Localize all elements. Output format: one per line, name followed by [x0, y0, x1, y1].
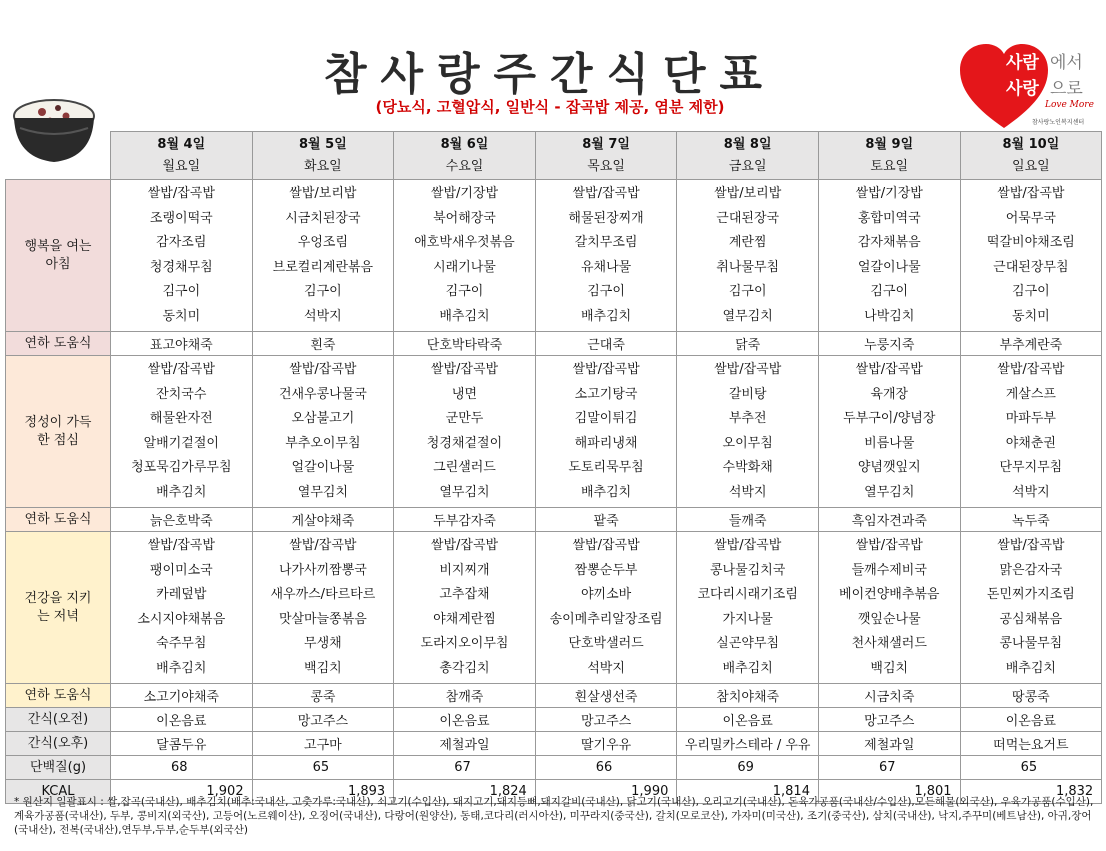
- menu-item: 취나물무침: [716, 259, 780, 275]
- menu-item: 두부구이/양념장: [843, 411, 936, 426]
- menu-item: 열무김치: [864, 484, 915, 500]
- protein-cell: 66: [535, 756, 677, 780]
- menu-item: 열무김치: [439, 484, 490, 500]
- menu-item: 콩나물김치국: [709, 562, 786, 578]
- menu-item: 쌀밥/기장밥: [430, 186, 499, 201]
- dinner_soft-cell: 콩죽: [252, 684, 394, 708]
- menu-item: 오삼불고기: [291, 411, 355, 426]
- menu-item: 코다리시래기조림: [697, 587, 798, 602]
- menu-item: 근대된장무침: [993, 259, 1069, 275]
- protein-cell: 65: [960, 756, 1102, 780]
- menu-item: 실곤약무침: [716, 636, 780, 651]
- dinner_soft-cell: 참치야채죽: [677, 684, 819, 708]
- day-header: [111, 132, 253, 180]
- menu-item: 청경채무침: [149, 259, 213, 275]
- dinner_soft-cell: 흰살생선죽: [535, 684, 677, 708]
- menu-item: 브로컬리계란볶음: [272, 259, 374, 275]
- day-header: [677, 132, 819, 180]
- snack_pm-cell: 고구마: [252, 732, 394, 756]
- logo-text: 사랑: [1006, 79, 1039, 99]
- menu-item: 동치미: [162, 308, 201, 324]
- menu-item: 군만두: [445, 411, 484, 426]
- menu-item: 냉면: [451, 386, 478, 402]
- menu-item: 김구이: [162, 284, 201, 299]
- day-header: [252, 132, 394, 180]
- menu-item: 홍합미역국: [857, 210, 921, 226]
- menu-cell: [818, 532, 960, 684]
- protein-cell: 68: [111, 756, 253, 780]
- lunch-label: 정성이 가득한 점심: [6, 356, 111, 508]
- day-date: 8월 7일: [582, 136, 630, 152]
- menu-item: 알배기겉절이: [143, 435, 219, 451]
- menu-item: 열무김치: [297, 484, 348, 500]
- menu-item: 짬뽕순두부: [574, 562, 638, 578]
- dinner_soft-label: 연하 도움식: [6, 684, 111, 708]
- menu-item: 배추김치: [156, 660, 207, 676]
- menu-item: 도라지오이무침: [420, 636, 509, 651]
- menu-item: 수박화채: [722, 460, 773, 475]
- menu-cell: [111, 356, 253, 508]
- menu-cell: [960, 180, 1102, 332]
- lunch_soft-cell: 흑임자견과죽: [818, 508, 960, 532]
- menu-item: 계란찜: [728, 235, 767, 250]
- menu-item: 쌀밥/잡곡밥: [997, 538, 1065, 553]
- menu-cell: [394, 180, 536, 332]
- menu-item: 나가사끼짬뽕국: [278, 562, 367, 578]
- menu-item: 야채계란찜: [433, 611, 496, 627]
- lunch_soft-cell: 팥죽: [535, 508, 677, 532]
- menu-cell: [252, 532, 394, 684]
- snack_pm-cell: 딸기우유: [535, 732, 677, 756]
- menu-item: 백김치: [870, 660, 909, 676]
- protein-cell: 69: [677, 756, 819, 780]
- day-weekday: 금요일: [728, 158, 767, 174]
- lunch_soft-cell: 들깨죽: [677, 508, 819, 532]
- breakfast_soft-cell: 표고야채죽: [111, 332, 253, 356]
- menu-item: 배추김치: [156, 484, 207, 500]
- menu-item: 시금치된장국: [285, 210, 361, 226]
- kcal-cell: 1,814: [677, 780, 819, 804]
- menu-item: 쌀밥/잡곡밥: [147, 538, 215, 553]
- menu-cell: [394, 532, 536, 684]
- day-weekday: 화요일: [304, 158, 342, 174]
- menu-item: 김말이튀김: [574, 411, 638, 426]
- menu-item: 갈비탕: [728, 386, 767, 402]
- menu-item: 쌀밥/잡곡밥: [714, 362, 782, 377]
- menu-item: 배추김치: [722, 660, 773, 676]
- menu-item: 비름나물: [864, 435, 915, 451]
- protein-cell: 67: [394, 756, 536, 780]
- menu-item: 카레덮밥: [156, 587, 207, 602]
- day-header: [960, 132, 1102, 180]
- menu-item: 나박김치: [864, 308, 915, 324]
- snack_pm-cell: 떠먹는요거트: [960, 732, 1102, 756]
- menu-item: 배추김치: [580, 308, 632, 324]
- lunch_soft-row: [6, 508, 1102, 532]
- menu-item: 해물된장찌개: [568, 210, 644, 226]
- lunch_soft-cell: 게살야채죽: [252, 508, 394, 532]
- day-date: 8월 6일: [440, 136, 489, 152]
- breakfast_soft-row: [6, 332, 1102, 356]
- menu-cell: [960, 356, 1102, 508]
- menu-item: 김구이: [728, 284, 767, 299]
- day-date: 8월 5일: [299, 136, 347, 152]
- snack_am-label: 간식(오전): [6, 708, 111, 732]
- day-date: 8월 8일: [723, 136, 772, 152]
- menu-item: 쌀밥/잡곡밥: [997, 186, 1065, 201]
- snack_pm-cell: 제철과일: [394, 732, 536, 756]
- logo-text: 에서: [1050, 53, 1083, 73]
- snack_pm-label: 간식(오후): [6, 732, 111, 756]
- menu-item: 쌀밥/잡곡밥: [289, 538, 357, 553]
- breakfast_soft-cell: 흰죽: [252, 332, 394, 356]
- snack_pm-cell: 제철과일: [818, 732, 960, 756]
- menu-item: 비지찌개: [439, 562, 490, 578]
- day-weekday: 토요일: [870, 158, 909, 174]
- snack_am-cell: 망고주스: [535, 708, 677, 732]
- menu-item: 해파리냉채: [574, 435, 638, 451]
- menu-item: 석박지: [587, 660, 625, 676]
- dinner_soft-cell: 시금치죽: [818, 684, 960, 708]
- kcal-cell: 1,824: [394, 780, 536, 804]
- breakfast-label: 행복을 여는 아침: [6, 180, 111, 332]
- page-subtitle: (당뇨식, 고혈압식, 일반식 - 잡곡밥 제공, 염분 제한): [375, 98, 725, 116]
- menu-cell: [818, 356, 960, 508]
- menu-item: 배추김치: [1005, 660, 1056, 676]
- lunch-row: [6, 356, 1102, 508]
- menu-item: 애호박새우젓볶음: [414, 235, 515, 250]
- menu-item: 소시지야채볶음: [137, 611, 226, 627]
- menu-item: 총각김치: [439, 660, 490, 676]
- menu-item: 김구이: [587, 284, 625, 299]
- menu-item: 쌀밥/잡곡밥: [572, 186, 640, 201]
- menu-item: 들깨수제비국: [851, 562, 927, 578]
- snack_am-cell: 망고주스: [818, 708, 960, 732]
- menu-item: 천사채샐러드: [851, 636, 927, 651]
- menu-item: 떡갈비야채조림: [986, 235, 1075, 250]
- menu-item: 김구이: [445, 284, 484, 299]
- menu-item: 도토리묵무침: [568, 460, 644, 475]
- menu-item: 시래기나물: [433, 259, 496, 275]
- menu-item: 돈민찌가지조림: [986, 587, 1075, 602]
- dinner-row: [6, 532, 1102, 684]
- menu-item: 건새우콩나물국: [278, 386, 367, 402]
- day-date: 8월 4일: [157, 136, 206, 152]
- menu-item: 청경채겉절이: [426, 435, 503, 451]
- breakfast_soft-cell: 누룽지죽: [818, 332, 960, 356]
- menu-item: 야채춘권: [1005, 435, 1056, 451]
- logo-tagline: Love More: [1045, 100, 1094, 110]
- menu-item: 쌀밥/기장밥: [855, 186, 923, 201]
- day-header: [535, 132, 677, 180]
- menu-cell: [535, 180, 677, 332]
- menu-item: 열무김치: [722, 308, 773, 324]
- menu-cell: [960, 532, 1102, 684]
- menu-item: 깻잎순나물: [857, 611, 921, 627]
- day-header: [818, 132, 960, 180]
- menu-cell: [535, 356, 677, 508]
- menu-item: 단호박샐러드: [568, 636, 644, 651]
- menu-item: 청포묵김가루무침: [131, 460, 232, 475]
- menu-item: 맑은감자국: [999, 562, 1063, 578]
- dinner_soft-cell: 참깨죽: [394, 684, 536, 708]
- kcal-label: KCAL: [6, 780, 111, 804]
- menu-item: 동치미: [1012, 308, 1050, 324]
- menu-item: 육개장: [870, 386, 909, 402]
- protein-row: [6, 756, 1102, 780]
- protein-cell: 67: [818, 756, 960, 780]
- menu-item: 야끼소바: [580, 587, 632, 602]
- menu-item: 오이무침: [722, 435, 773, 451]
- menu-item: 얼갈이나물: [291, 460, 355, 475]
- menu-cell: [111, 532, 253, 684]
- day-weekday: 일요일: [1012, 158, 1050, 174]
- breakfast-row: [6, 180, 1102, 332]
- kcal-cell: 1,832: [960, 780, 1102, 804]
- menu-cell: [111, 180, 253, 332]
- lunch_soft-label: 연하 도움식: [6, 508, 111, 532]
- menu-item: 쌀밥/잡곡밥: [997, 362, 1065, 377]
- menu-item: 쌀밥/잡곡밥: [714, 538, 782, 553]
- menu-item: 부추전: [728, 411, 767, 426]
- day-date: 8월 10일: [1002, 136, 1060, 152]
- menu-cell: [677, 532, 819, 684]
- day-weekday: 목요일: [587, 158, 625, 174]
- menu-item: 김구이: [1012, 284, 1050, 299]
- menu-item: 송이메추리알장조림: [549, 611, 663, 627]
- day-date: 8월 9일: [865, 136, 914, 152]
- snack_am-cell: 이온음료: [677, 708, 819, 732]
- menu-item: 어묵무국: [1005, 210, 1056, 226]
- snack_pm-cell: 우리밀카스테라 / 우유: [677, 732, 819, 756]
- menu-cell: [252, 356, 394, 508]
- menu-table: [5, 131, 1102, 804]
- snack_pm-row: [6, 732, 1102, 756]
- day-weekday: 수요일: [445, 158, 484, 174]
- origin-notes: * 원산지 일괄표시 : 쌀,잡곡(국내산), 배추김치(배추:국내산, 고춧가루:국내산), 쇠고기(수입산), 돼지고기,돼지등뼈,돼지갈비(국내산), 닭고기(국내산), 오리고기(국내산), 돈육가공품(국내산/수입산),모든해물(외국산), 우육가공품(수입산), 계육가공품(국내산), 두부, 콩비지(외국산), 고등어(노르웨이산), 오징어(국내산), 다랑어(원양산), 동태,코다리(러시아산), 미꾸라지(중국산), 갈치(모로코산), 가자미(미국산), 조기(중국산), 삼치(국내산), 낙지,주꾸미(베트남산), 아귀,장어(국내산), 전복(국내산),연두부,두부,순두부(외국산): [14, 796, 1094, 836]
- breakfast_soft-cell: 단호박타락죽: [394, 332, 536, 356]
- menu-item: 숙주무침: [156, 636, 207, 651]
- menu-item: 석박지: [728, 484, 767, 500]
- menu-item: 팽이미소국: [149, 562, 213, 578]
- menu-cell: [535, 532, 677, 684]
- header: [0, 0, 1106, 130]
- logo-org: 참사랑노인복지센터: [1032, 119, 1085, 126]
- menu-item: 석박지: [1012, 484, 1050, 500]
- lunch_soft-cell: 두부감자죽: [394, 508, 536, 532]
- dinner_soft-cell: 소고기야채죽: [111, 684, 253, 708]
- menu-item: 근대된장국: [716, 210, 780, 226]
- menu-item: 쌀밥/잡곡밥: [147, 186, 215, 201]
- dinner_soft-cell: 땅콩죽: [960, 684, 1102, 708]
- kcal-cell: 1,801: [818, 780, 960, 804]
- menu-cell: [818, 180, 960, 332]
- menu-cell: [252, 180, 394, 332]
- menu-item: 고추잡채: [439, 587, 490, 602]
- menu-item: 쌀밥/보리밥: [289, 186, 357, 201]
- menu-item: 쌀밥/잡곡밥: [572, 538, 640, 553]
- menu-item: 콩나물무침: [999, 636, 1063, 651]
- snack_pm-cell: 달콤두유: [111, 732, 253, 756]
- menu-item: 소고기탕국: [574, 386, 638, 402]
- menu-item: 갈치무조림: [574, 235, 638, 250]
- menu-item: 쌀밥/잡곡밥: [855, 362, 923, 377]
- menu-item: 잔치국수: [156, 386, 207, 402]
- menu-item: 감자조림: [156, 235, 207, 250]
- day-header-row: [6, 132, 1102, 180]
- lunch_soft-cell: 늙은호박죽: [111, 508, 253, 532]
- menu-item: 해물완자전: [149, 411, 213, 426]
- menu-item: 쌀밥/잡곡밥: [430, 538, 499, 553]
- menu-item: 게살스프: [1005, 386, 1056, 402]
- menu-item: 쌀밥/잡곡밥: [289, 362, 357, 377]
- kcal-cell: 1,893: [252, 780, 394, 804]
- breakfast_soft-cell: 부추계란죽: [960, 332, 1102, 356]
- menu-item: 얼갈이나물: [857, 259, 921, 275]
- corner-cell: [6, 132, 111, 180]
- breakfast_soft-cell: 닭죽: [677, 332, 819, 356]
- menu-item: 무생채: [304, 636, 342, 651]
- menu-item: 감자채볶음: [857, 235, 921, 250]
- breakfast_soft-cell: 근대죽: [535, 332, 677, 356]
- menu-item: 양념깻잎지: [857, 460, 921, 475]
- menu-item: 쌀밥/잡곡밥: [572, 362, 640, 377]
- menu-item: 배추김치: [439, 308, 490, 324]
- menu-item: 베이컨양배추볶음: [839, 587, 940, 602]
- menu-item: 마파두부: [1005, 411, 1056, 426]
- menu-item: 유채나물: [580, 259, 632, 275]
- kcal-cell: 1,902: [111, 780, 253, 804]
- logo-text: 사람: [1006, 53, 1039, 73]
- menu-item: 공심채볶음: [999, 611, 1063, 627]
- menu-item: 북어해장국: [433, 210, 496, 226]
- snack_am-cell: 이온음료: [111, 708, 253, 732]
- logo-text: 으로: [1050, 79, 1083, 99]
- menu-item: 그린샐러드: [433, 460, 496, 475]
- menu-item: 백김치: [304, 660, 342, 676]
- lunch_soft-cell: 녹두죽: [960, 508, 1102, 532]
- dinner-label: 건강을 지키는 저녁: [6, 532, 111, 684]
- day-weekday: 월요일: [162, 158, 201, 174]
- menu-item: 쌀밥/보리밥: [714, 186, 782, 201]
- menu-item: 조랭이떡국: [149, 210, 213, 226]
- snack_am-cell: 이온음료: [960, 708, 1102, 732]
- menu-item: 맛살마늘쫑볶음: [278, 611, 367, 627]
- day-header: [394, 132, 536, 180]
- menu-item: 가지나물: [722, 611, 773, 627]
- snack_am-cell: 이온음료: [394, 708, 536, 732]
- menu-item: 단무지무침: [999, 460, 1063, 475]
- menu-item: 부추오이무침: [285, 435, 361, 451]
- menu-item: 석박지: [304, 308, 342, 324]
- breakfast_soft-label: 연하 도움식: [6, 332, 111, 356]
- kcal-cell: 1,990: [535, 780, 677, 804]
- menu-cell: [677, 356, 819, 508]
- dinner_soft-row: [6, 684, 1102, 708]
- menu-item: 김구이: [304, 284, 342, 299]
- menu-item: 김구이: [870, 284, 909, 299]
- menu-cell: [677, 180, 819, 332]
- menu-item: 새우까스/타르타르: [270, 587, 376, 602]
- menu-item: 쌀밥/잡곡밥: [147, 362, 215, 377]
- page-title: 참사랑주간식단표: [323, 49, 777, 100]
- snack_am-row: [6, 708, 1102, 732]
- menu-item: 우엉조림: [297, 235, 348, 250]
- menu-item: 쌀밥/잡곡밥: [430, 362, 499, 377]
- protein-cell: 65: [252, 756, 394, 780]
- snack_am-cell: 망고주스: [252, 708, 394, 732]
- menu-item: 배추김치: [580, 484, 632, 500]
- menu-cell: [394, 356, 536, 508]
- protein-label: 단백질(g): [6, 756, 111, 780]
- menu-item: 쌀밥/잡곡밥: [855, 538, 923, 553]
